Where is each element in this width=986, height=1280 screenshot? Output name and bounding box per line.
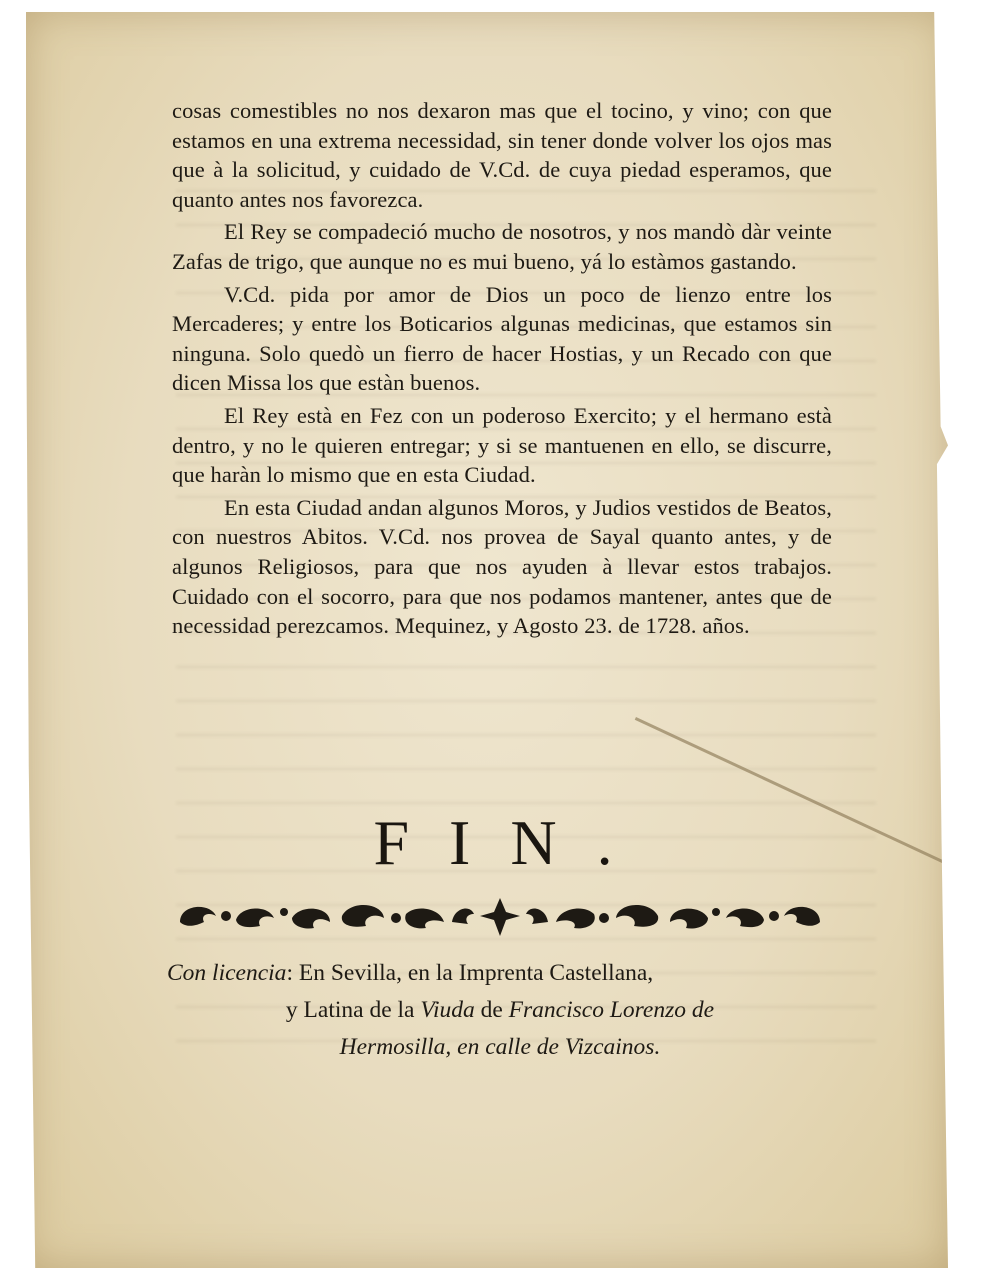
ornament-cross bbox=[480, 898, 520, 936]
imprint-place: : En Sevilla, en la Imprenta Castellana, bbox=[286, 960, 654, 986]
paragraph-4: El Rey està en Fez con un poderoso Exercito; y el hermano està dentro, y no le quieren entregar; y si se mantuenen en ello, se discurre, que haràn lo mismo que en esta Ciudad. bbox=[172, 402, 832, 488]
printer-name: Francisco Lorenzo de bbox=[508, 997, 715, 1023]
imprint-line-2 bbox=[165, 992, 835, 1029]
printer-surname: Hermosilla bbox=[339, 1034, 446, 1060]
paragraph-1: cosas comestibles no nos dexaron mas que el tocino, y vino; con que estamos en una extrema necessidad, sin tener donde volver los ojos mas que à la solicitud, y cuidado de V.Cd. de cuya piedad esperamos, que quanto antes nos favorezca. bbox=[172, 98, 832, 212]
paragraph-5: En esta Ciudad andan algunos Moros, y Judios vestidos de Beatos, con nuestros Abitos. V.Cd. nos provea de Sayal quanto antes, y de algunos Religiosos, para que nos ayuden à llevar estos trabajos. Cuidado con el socorro, para que nos podamos mantener, antes que de necessidad perezcamos. Mequinez, y Agosto 23. de 1728. años. bbox=[172, 494, 832, 639]
paragraph-2: El Rey se compadeció mucho de nosotros, y nos mandò dàr veinte Zafas de trigo, que aunque no es mui bueno, yá lo estàmos gastando. bbox=[172, 219, 832, 274]
fin-heading: FIN. bbox=[373, 807, 653, 878]
imprint-block bbox=[165, 955, 835, 1066]
paragraph-3: V.Cd. pida por amor de Dios un poco de lienzo entre los Mercaderes; y entre los Boticarios algunas medicinas, que estamos sin ninguna. Solo quedò un fierro de hacer Hostias, y un Recado con que dicen Missa los que estàn buenos. bbox=[172, 281, 832, 396]
ornament-fleuron bbox=[526, 905, 820, 929]
imprint-viuda: Viuda bbox=[420, 997, 475, 1023]
licence-label: Con licencia bbox=[167, 960, 287, 986]
imprint-text: y Latina de la bbox=[285, 997, 415, 1023]
imprint-line-3 bbox=[165, 1029, 835, 1066]
imprint-line-1 bbox=[165, 955, 835, 992]
ornament-fleuron bbox=[180, 905, 474, 929]
imprint-text: de bbox=[480, 997, 503, 1023]
body-text bbox=[172, 96, 832, 641]
imprint-street: , en calle de Vizcainos. bbox=[445, 1034, 661, 1060]
ornament-border bbox=[170, 892, 830, 940]
